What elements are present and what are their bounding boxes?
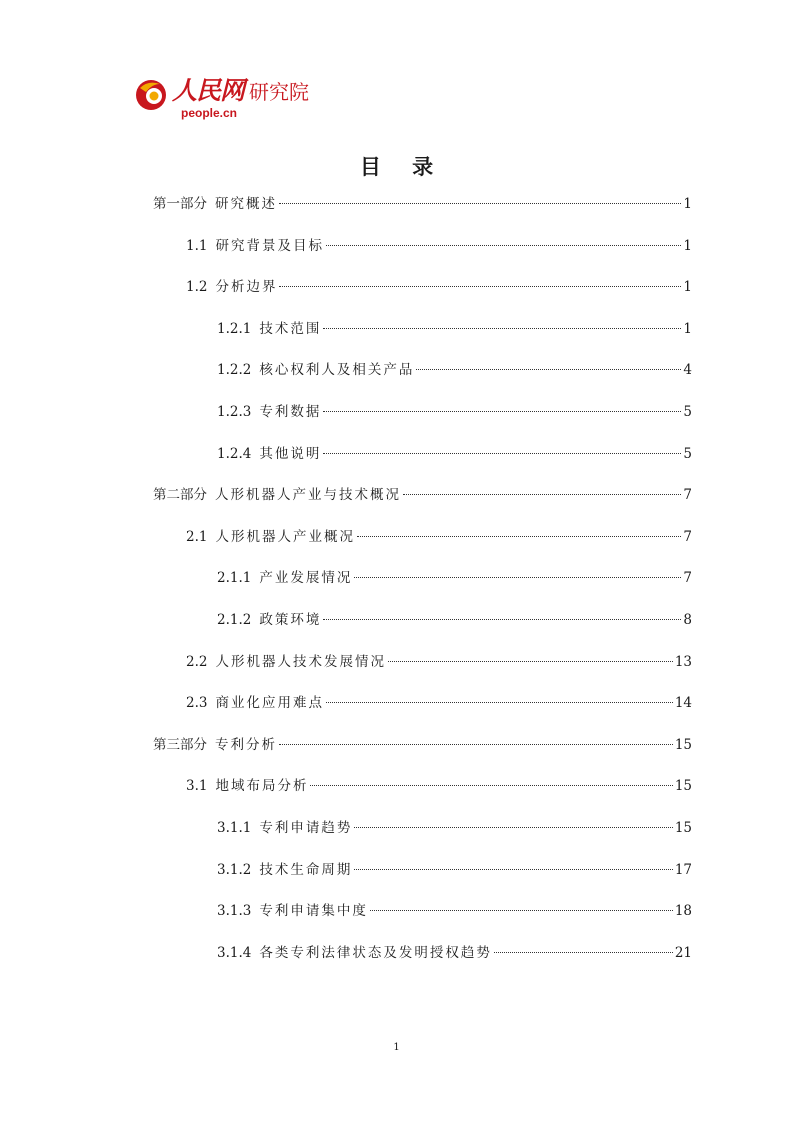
toc-entry[interactable] [153, 735, 692, 755]
toc-entry-number: 2.1 [186, 528, 208, 545]
toc-dot-leader [354, 577, 681, 578]
toc-dot-leader [357, 536, 681, 537]
toc-entry[interactable] [186, 693, 692, 713]
toc-dot-leader [323, 453, 681, 454]
toc-title: 目 录 [359, 155, 446, 179]
toc-entry-page: 7 [683, 528, 692, 545]
toc-entry-number: 1.2.2 [217, 362, 252, 379]
toc-entry-page: 5 [683, 445, 692, 462]
toc-entry-number: 1.2.3 [217, 404, 252, 420]
toc-entry-page: 7 [683, 570, 692, 587]
toc-dot-leader [370, 910, 673, 911]
toc-dot-leader [279, 203, 681, 204]
toc-entry-page: 1 [683, 279, 692, 296]
toc-entry[interactable] [186, 776, 692, 796]
toc-entry-page: 1 [683, 320, 692, 337]
toc-dot-leader [326, 245, 681, 246]
toc-dot-leader [279, 744, 673, 745]
toc-entry[interactable] [217, 860, 692, 880]
logo-subbrand-text: 研究院 [249, 80, 309, 104]
toc-entry-label: 人形机器人产业与技术概况 [215, 487, 401, 504]
logo-brand-text: 人民网 [172, 76, 245, 105]
toc-entry-number: 3.1.3 [217, 903, 252, 920]
toc-entry-number: 3.1 [186, 778, 208, 795]
people-cn-logo [134, 74, 334, 124]
toc-entry-number: 3.1.4 [217, 944, 252, 961]
toc-entry[interactable] [217, 319, 692, 339]
toc-entry[interactable] [217, 610, 692, 630]
toc-entry-page: 21 [674, 944, 692, 961]
toc-entry-label: 技术范围 [259, 320, 322, 337]
toc-entry-number: 1.2 [186, 279, 208, 296]
toc-dot-leader [323, 411, 681, 412]
toc-entry-label: 其他说明 [259, 445, 322, 462]
toc-entry-number: 3.1.1 [217, 820, 252, 836]
toc-entry-page: 4 [683, 362, 692, 379]
toc-dot-leader [354, 827, 672, 828]
toc-entry-number: 第二部分 [153, 487, 207, 504]
toc-entry[interactable] [217, 402, 692, 422]
toc-entry-page: 15 [674, 820, 692, 836]
toc-entry-page: 13 [674, 653, 692, 670]
toc-entry-label: 政策环境 [259, 612, 322, 628]
toc-entry-label: 专利分析 [215, 736, 277, 753]
toc-entry-page: 14 [674, 695, 692, 712]
toc-entry-label: 分析边界 [215, 279, 278, 296]
toc-entry-label: 专利数据 [259, 404, 322, 420]
toc-entry-number: 1.2.4 [217, 445, 252, 462]
toc-entry-number: 2.1.2 [217, 612, 252, 628]
toc-entry-page: 17 [674, 861, 692, 878]
toc-entry[interactable] [217, 568, 692, 588]
toc-entry-label: 核心权利人及相关产品 [259, 362, 415, 379]
toc-entry-number: 第一部分 [153, 196, 207, 212]
toc-entry-page: 7 [683, 487, 692, 504]
toc-dot-leader [354, 869, 672, 870]
logo-url-text: people.cn [181, 106, 238, 120]
toc-entry-page: 15 [674, 778, 692, 795]
toc-entry-label: 技术生命周期 [259, 861, 353, 878]
toc-entry[interactable] [217, 943, 692, 963]
toc-entry[interactable] [217, 818, 692, 838]
toc-dot-leader [310, 785, 672, 786]
toc-entry-label: 地域布局分析 [215, 778, 309, 795]
toc-entry-label: 研究概述 [215, 196, 277, 212]
toc-entry-number: 2.2 [186, 653, 208, 670]
toc-entry-label: 专利申请集中度 [259, 903, 368, 920]
toc-dot-leader [279, 286, 681, 287]
toc-entry-number: 1.2.1 [217, 320, 252, 337]
toc-entry-number: 3.1.2 [217, 861, 252, 878]
toc-entry-label: 商业化应用难点 [215, 695, 324, 712]
toc-entry-page: 18 [674, 903, 692, 920]
toc-entry-number: 2.1.1 [217, 570, 252, 587]
toc-dot-leader [416, 369, 681, 370]
toc-entry-page: 1 [683, 237, 692, 254]
toc-entry-page: 8 [683, 612, 692, 628]
toc-dot-leader [494, 952, 673, 953]
people-cn-logo-icon [134, 76, 170, 112]
toc-entry-page: 5 [683, 404, 692, 420]
toc-entry-page: 15 [674, 736, 692, 753]
toc-entry-number: 1.1 [186, 237, 208, 254]
toc-entry[interactable] [153, 485, 692, 505]
toc-entry-label: 研究背景及目标 [215, 237, 324, 254]
toc-dot-leader [323, 328, 681, 329]
toc-dot-leader [388, 661, 673, 662]
page-number: 1 [393, 1042, 400, 1053]
toc-dot-leader [323, 619, 681, 620]
toc-entry-number: 第三部分 [153, 736, 207, 753]
toc-entry[interactable] [186, 277, 692, 297]
toc-entry-label: 人形机器人技术发展情况 [215, 653, 386, 670]
toc-entry-label: 各类专利法律状态及发明授权趋势 [259, 944, 492, 961]
toc-entry-number: 2.3 [186, 695, 208, 712]
toc-dot-leader [403, 494, 681, 495]
toc-entry[interactable] [186, 527, 692, 547]
toc-entry[interactable] [217, 444, 692, 464]
toc-entry[interactable] [186, 236, 692, 256]
toc-entry[interactable] [217, 901, 692, 921]
toc-entry-page: 1 [683, 196, 692, 212]
toc-entry-label: 专利申请趋势 [259, 820, 353, 836]
toc-entry[interactable] [217, 360, 692, 380]
toc-entry-label: 产业发展情况 [259, 570, 353, 587]
toc-dot-leader [326, 702, 673, 703]
toc-entry[interactable] [186, 652, 692, 672]
toc-entry[interactable] [153, 194, 692, 214]
toc-entry-label: 人形机器人产业概况 [215, 528, 355, 545]
